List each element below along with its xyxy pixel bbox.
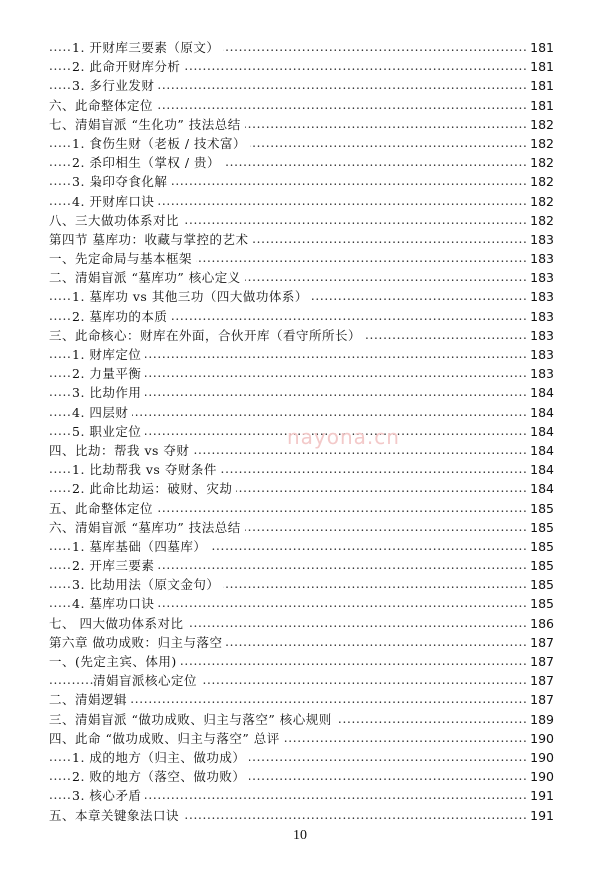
toc-entry-title: 4. 开财库口诀 (72, 192, 158, 211)
toc-entry[interactable] (0, 230, 600, 249)
toc-entry-title: 3. 多行业发财 (72, 76, 158, 95)
page-number: 10 (293, 828, 307, 843)
toc-entry-title: 五、本章关键象法口诀 (49, 806, 183, 825)
toc-entry[interactable] (0, 460, 600, 479)
toc-entry-page: 185 (526, 499, 554, 518)
toc-entry-title: 一、(先定主宾、体用) (49, 652, 181, 671)
toc-entry-title: 六、此命整体定位 (49, 96, 157, 115)
toc-entry-title: 二、清娟逻辑 (49, 690, 131, 709)
toc-entry[interactable] (0, 383, 600, 402)
toc-entry-page: 186 (526, 614, 554, 633)
toc-entry-page: 184 (526, 383, 554, 402)
toc-entry-page: 190 (526, 767, 554, 786)
toc-entry-page: 182 (526, 172, 554, 191)
toc-entry-title: 2. 此命开财库分析 (72, 57, 184, 76)
toc-entry-page: 183 (526, 268, 554, 287)
toc-entry[interactable] (0, 326, 600, 345)
toc-entry-page: 183 (526, 326, 554, 345)
toc-entry[interactable] (0, 345, 600, 364)
toc-entry-title: 3. 枭印夺食化解 (72, 172, 171, 191)
toc-entry-page: 185 (526, 537, 554, 556)
toc-entry-page: 185 (526, 594, 554, 613)
toc-entry-title: 5. 职业定位 (72, 422, 145, 441)
toc-entry-page: 187 (526, 671, 554, 690)
toc-entry[interactable] (0, 537, 600, 556)
toc-entry-title: 2. 杀印相生（掌权 / 贵） (72, 153, 224, 172)
toc-entry[interactable] (0, 806, 600, 825)
toc-entry[interactable] (0, 479, 600, 498)
toc-entry-title: 第四节 墓库功：收藏与掌控的艺术 (49, 230, 252, 249)
toc-entry[interactable] (0, 134, 600, 153)
toc-entry[interactable] (0, 153, 600, 172)
toc-entry[interactable] (0, 633, 600, 652)
toc-entry[interactable] (0, 192, 600, 211)
toc-entry-title: 三、此命核心：财库在外面，合伙开库（看守所所长） (49, 326, 365, 345)
toc-entry[interactable] (0, 364, 600, 383)
toc-entry-title: 1. 墓库基础（四墓库） (72, 537, 210, 556)
toc-entry-title: 1. 食伤生财（老板 / 技术富） (72, 134, 250, 153)
toc-entry[interactable] (0, 652, 600, 671)
toc-entry[interactable] (0, 767, 600, 786)
toc-entry-title: 2. 墓库功的本质 (72, 307, 171, 326)
toc-entry-title: 3. 比劫作用 (72, 383, 145, 402)
toc-entry-title: 七、清娟盲派 “生化功” 技法总结 (49, 115, 245, 134)
toc-entry-page: 182 (526, 153, 554, 172)
toc-entry-title: 1. 墓库功 vs 其他三功（四大做功体系） (72, 287, 312, 306)
toc-entry-title: 2. 力量平衡 (72, 364, 145, 383)
toc-entry-page: 191 (526, 786, 554, 805)
toc-entry[interactable] (0, 172, 600, 191)
toc-entry-title: 4. 墓库功口诀 (72, 594, 158, 613)
toc-entry-title: 一、先定命局与基本框架 (49, 249, 196, 268)
toc-entry-page: 184 (526, 403, 554, 422)
toc-entry-title: 1. 比劫帮我 vs 夺财条件 (72, 460, 221, 479)
toc-entry-page: 185 (526, 518, 554, 537)
toc-entry[interactable] (0, 499, 600, 518)
toc-entry-page: 181 (526, 76, 554, 95)
toc-entry-title: 三、清娟盲派 “做功成败、归主与落空” 核心规则 (49, 710, 336, 729)
toc-entry-title: 七、 四大做功体系对比 (49, 614, 187, 633)
toc-entry-page: 187 (526, 690, 554, 709)
toc-entry-title: 3. 比劫用法（原文金句） (72, 575, 223, 594)
toc-entry-page: 190 (526, 729, 554, 748)
toc-entry[interactable] (0, 38, 600, 57)
toc-entry-title: 2. 开库三要素 (72, 556, 158, 575)
toc-entry[interactable] (0, 403, 600, 422)
toc-entry-page: 189 (526, 710, 554, 729)
toc-entry-title: 二、清娟盲派 “墓库功” 核心定义 (49, 268, 245, 287)
toc-entry-title: 1. 开财库三要素（原文） (72, 38, 223, 57)
toc-entry-page: 183 (526, 364, 554, 383)
toc-entry-page: 181 (526, 57, 554, 76)
toc-entry-page: 184 (526, 422, 554, 441)
toc-entry-page: 182 (526, 134, 554, 153)
toc-entry[interactable] (0, 671, 600, 690)
toc-entry-title: 四、此命 “做功成败、归主与落空” 总评 (49, 729, 284, 748)
toc-entry[interactable] (0, 96, 600, 115)
toc-entry[interactable] (0, 748, 600, 767)
toc-entry[interactable] (0, 786, 600, 805)
toc-entry-page: 184 (526, 460, 554, 479)
toc-entry[interactable] (0, 76, 600, 95)
toc-entry-page: 182 (526, 115, 554, 134)
toc-entry[interactable] (0, 268, 600, 287)
toc-entry-page: 184 (526, 441, 554, 460)
toc-entry-page: 183 (526, 287, 554, 306)
toc-entry[interactable] (0, 556, 600, 575)
toc-entry-page: 183 (526, 249, 554, 268)
toc-entry[interactable] (0, 690, 600, 709)
watermark: nayona.cn (287, 425, 400, 449)
toc-entry-title: 八、三大做功体系对比 (49, 211, 183, 230)
toc-entry-page: 187 (526, 652, 554, 671)
toc-entry[interactable] (0, 594, 600, 613)
toc-entry-page: 182 (526, 211, 554, 230)
toc-entry[interactable] (0, 211, 600, 230)
toc-entry[interactable] (0, 518, 600, 537)
toc-entry-title: 3. 核心矛盾 (72, 786, 145, 805)
toc-entry[interactable] (0, 115, 600, 134)
toc-entry-title: 2. 败的地方（落空、做功败） (72, 767, 249, 786)
toc-entry-page: 183 (526, 307, 554, 326)
toc-entry-title: 第六章 做功成败：归主与落空 (49, 633, 226, 652)
toc-entry-title: 1. 财库定位 (72, 345, 145, 364)
toc-entry-page: 183 (526, 230, 554, 249)
toc-entry-title: 五、此命整体定位 (49, 499, 157, 518)
toc-entry-title: 四、比劫：帮我 vs 夺财 (49, 441, 193, 460)
toc-entry[interactable] (0, 710, 600, 729)
toc-entry-title: 清娟盲派核心定位 (93, 671, 201, 690)
toc-entry-title: 1. 成的地方（归主、做功成） (72, 748, 249, 767)
toc-entry-page: 187 (526, 633, 554, 652)
toc-entry[interactable] (0, 729, 600, 748)
toc-entry[interactable] (0, 614, 600, 633)
toc-entry-page: 185 (526, 556, 554, 575)
toc-entry[interactable] (0, 57, 600, 76)
toc-entry-page: 181 (526, 96, 554, 115)
toc-entry[interactable] (0, 287, 600, 306)
toc-entry[interactable] (0, 249, 600, 268)
toc-entry-title: 2. 此命比劫运：破财、灾劫 (72, 479, 236, 498)
toc-entry-page: 184 (526, 479, 554, 498)
toc-entry-page: 191 (526, 806, 554, 825)
toc-entry-title: 六、清娟盲派 “墓库功” 技法总结 (49, 518, 245, 537)
toc-entry-page: 190 (526, 748, 554, 767)
toc-entry-title: 4. 四层财 (72, 403, 132, 422)
toc-entry-page: 181 (526, 38, 554, 57)
toc-entry-page: 185 (526, 575, 554, 594)
toc-entry[interactable] (0, 307, 600, 326)
toc-entry[interactable] (0, 575, 600, 594)
toc-entry-page: 182 (526, 192, 554, 211)
toc-entry-page: 183 (526, 345, 554, 364)
